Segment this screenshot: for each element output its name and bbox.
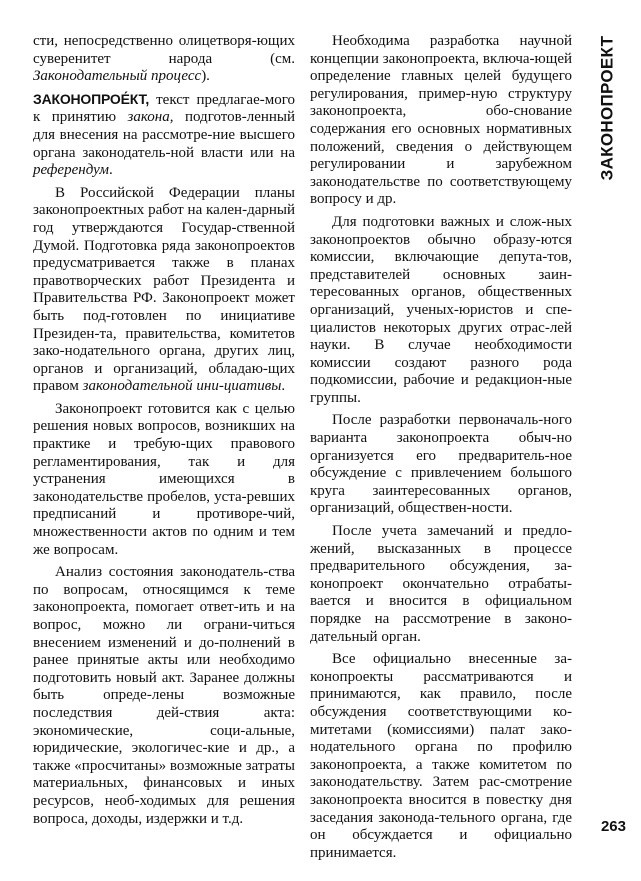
right-column: [310, 33, 572, 862]
entry-definition: [33, 91, 295, 180]
paragraph: После разработки первоначаль-ного варианта законопроекта обыч-но организуется его предваритель-ное обсуждение с привлечением большого круга заинтересованных органов, организаций, обществен-ности.: [310, 412, 572, 517]
paragraph-end: ).: [201, 68, 210, 85]
paragraph-end: .: [281, 378, 286, 395]
paragraph: Все официально внесенные за-конопроекты рассматриваются и принимаются, как правило, после обсуждения соответствующими ко-митетами (комиссиями) палат зако-нодательного органа по профилю законопроекта, а также комитетом по законодательству. Затем рас-смотрение законопроекта вносится в повестку дня заседания законода-тельного органа, где он обсуждается и официально принимается.: [310, 651, 572, 861]
paragraph: Для подготовки важных и слож-ных законопроектов обычно образу-ются комиссии, включающие депута-тов, представителей основных заин-тересованных органов, общественных организаций, ученых-юристов и спе-циалистов некоторых других отрас-лей науки. В случае необходимости комиссии создают разного рода подкомиссии, рабочие и редакцион-ные группы.: [310, 213, 572, 406]
entry-headword: ЗАКОНОПРОЕ́КТ,: [33, 90, 150, 107]
cross-reference: законодательной ини-циативы: [82, 378, 282, 395]
cross-reference: закона: [127, 109, 170, 126]
cross-reference: Законодательный процесс: [33, 68, 202, 85]
paragraph-text: , подготов-ленный для внесения на рассмотре-ние высшего органа законодатель-ной власти или на: [33, 109, 296, 161]
paragraph-continuation: [33, 33, 295, 86]
paragraph: Анализ состояния законодатель-ства по вопросам, относящимся к теме законопроекта, помогает ответ-ить и на вопрос, можно ли ограни-читься внесением изменений и до-полнений в ранее принятые акты или необходимо подготовить новый акт. Заранее должны быть опреде-лены возможные последствия дей-ствия акта: экономические, соци-альные, юридические, экологичес-кие и др., а также «просчитаны» возможные затраты материальных, финансовых и иных ресурсов, необ-ходимых для решения вопроса, доходы, издержки и т.д.: [33, 564, 295, 827]
paragraph-end: .: [108, 162, 113, 179]
running-head-label: ЗАКОНОПРОЕКТ: [597, 35, 616, 181]
cross-reference: референдум: [33, 162, 109, 179]
running-head: [590, 33, 624, 183]
paragraph: Законопроект готовится как с целью решения новых вопросов, возникших на практике и требую-щих правового регламентирования, так и для устранения имеющихся в законодательстве пробелов, уста-ревших предписаний и противоре-чий, множественности актов по одним и тем же вопросам.: [33, 400, 295, 558]
paragraph: Необходима разработка научной концепции законопроекта, включа-ющей определение главных целей будущего регулирования, пример-ную структуру законопроекта, обо-снование содержания его основных нормативных положений, сведения о действующем регулировании и зарубежном законодательстве по соответствующему вопросу и др.: [310, 33, 572, 208]
paragraph: [33, 185, 295, 396]
page-number: 263: [600, 818, 626, 835]
paragraph-text: В Российской Федерации планы законопроектных работ на кален-дарный год утверждаются Государ-ственной Думой. Подготовка ряда законопроектов предусматривается также в планах правотворческих работ Президента и Правительства РФ. Законопроект может быть под-готовлен по инициативе Президен-та, правительства, комитетов зако-нодательного органа, других лиц, органов и организаций, обладаю-щих правом: [33, 184, 295, 395]
left-column: [33, 33, 295, 828]
paragraph-text: сти, непосредственно олицетворя-ющих суверенитет народа (см.: [33, 33, 295, 67]
paragraph-text: текст предлагае-мого к принятию: [33, 91, 295, 126]
paragraph: После учета замечаний и предло-жений, высказанных в процессе предварительного обсуждения, за-конопроект окончательно отрабаты-вается и вносится в официальном порядке на рассмотрение в законо-дательный орган.: [310, 523, 572, 645]
